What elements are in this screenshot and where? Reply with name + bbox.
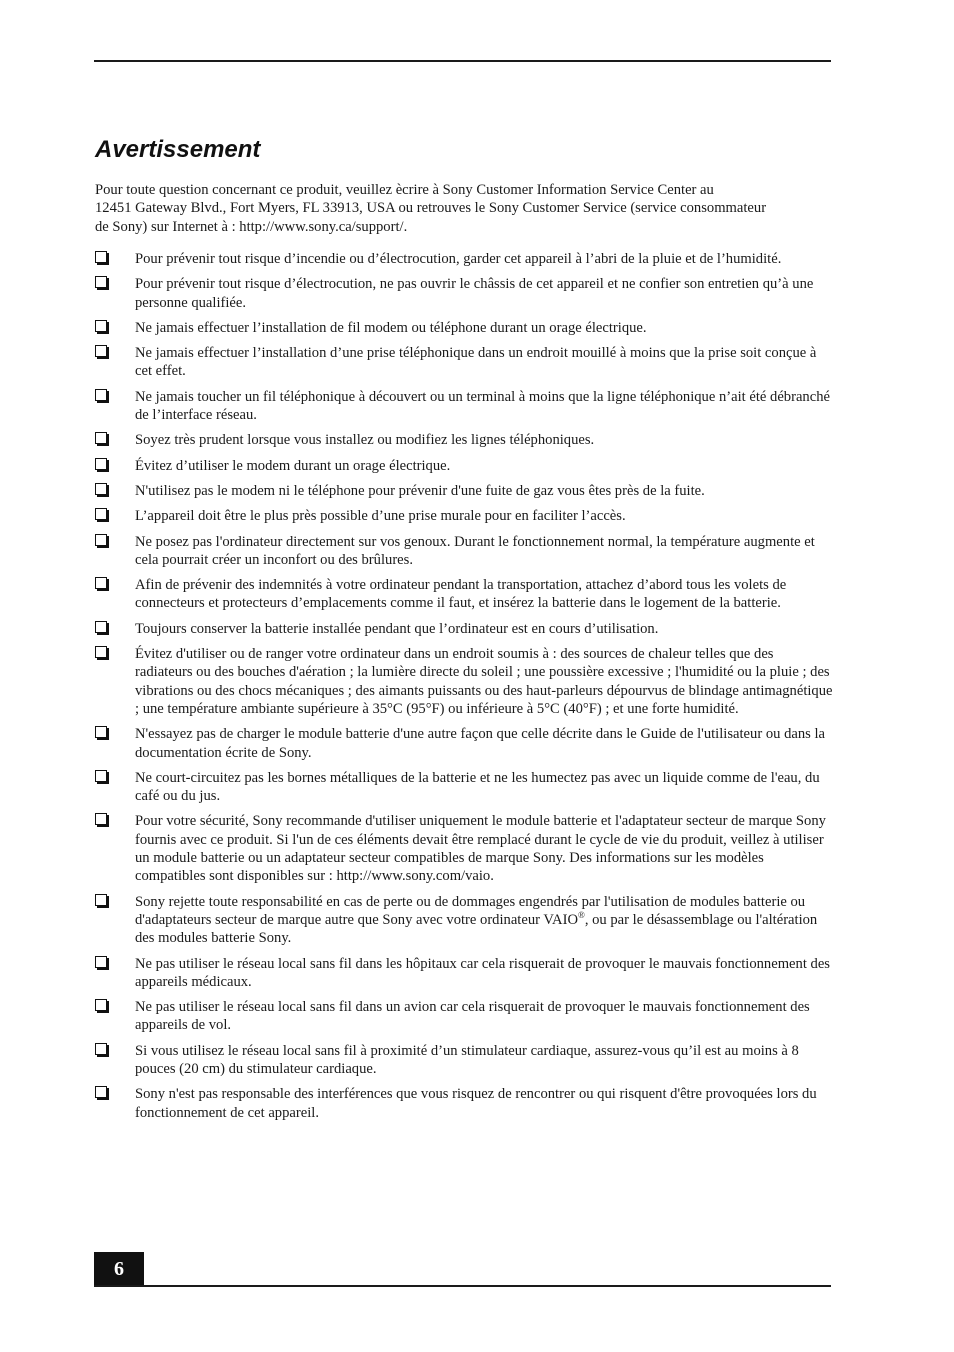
page-number: 6: [94, 1252, 144, 1286]
list-item-text: Ne pas utiliser le réseau local sans fil dans les hôpitaux car cela risquerait de provoquer le mauvais fonctionnement des appareils médicaux.: [135, 955, 830, 990]
list-item: [94, 533, 834, 570]
checkbox-bullet-icon: [95, 770, 107, 782]
checkbox-bullet-icon: [95, 1086, 107, 1098]
list-item: [94, 388, 834, 425]
list-item: [94, 319, 834, 337]
checkbox-bullet-icon: [95, 894, 107, 906]
list-item-text: Pour prévenir tout risque d’électrocution, ne pas ouvrir le châssis de cet appareil et ne confier son entretien qu’à une personne qualifiée.: [135, 276, 814, 311]
checkbox-bullet-icon: [95, 621, 107, 633]
checkbox-bullet-icon: [95, 508, 107, 520]
checkbox-bullet-icon: [95, 483, 107, 495]
footer-rule: [94, 1285, 831, 1287]
list-item-text: Ne court-circuitez pas les bornes métalliques de la batterie et ne les humectez pas avec un liquide comme de l'eau, du café ou du jus.: [135, 769, 820, 805]
list-item: [94, 620, 834, 638]
intro-line: Pour toute question concernant ce produit, veuillez ècrire à Sony Customer Information Service Center au: [95, 182, 714, 198]
list-item-text: Afin de prévenir des indemnités à votre ordinateur pendant la transportation, attachez d’abord tous les volets de connecteurs et protecteurs d’emplacements comme il faut, et insérez la batterie dans le logement de la batterie.: [135, 577, 787, 612]
page-title: Avertissement: [95, 136, 261, 163]
vaio-text-before: Sony rejette toute responsabilité en cas de perte ou de dommages engendrés par l'utilisation de modules batterie ou d'adaptateurs secteur de marque autre que Sony avec votre ordinateur VAIO: [135, 893, 806, 928]
list-item-text: L’appareil doit être le plus près possible d’une prise murale pour en faciliter l’accès.: [135, 508, 626, 525]
list-item: [94, 482, 834, 500]
checkbox-bullet-icon: [95, 320, 107, 332]
list-item-text: Toujours conserver la batterie installée pendant que l’ordinateur est en cours d’utilisation.: [135, 620, 659, 637]
list-item: [94, 457, 834, 475]
checkbox-bullet-icon: [95, 251, 107, 263]
checkbox-bullet-icon: [95, 432, 107, 444]
checkbox-bullet-icon: [95, 389, 107, 401]
list-item-text: Ne jamais toucher un fil téléphonique à découvert ou un terminal à moins que la ligne téléphonique n’ait été débranché de l’interface réseau.: [135, 388, 830, 424]
list-item-text: [135, 893, 834, 948]
list-item-text: Ne jamais effectuer l’installation de fil modem ou téléphone durant un orage électrique.: [135, 319, 647, 336]
list-item-text: Soyez très prudent lorsque vous installez ou modifiez les lignes téléphoniques.: [135, 432, 595, 449]
checkbox-bullet-icon: [95, 345, 107, 357]
list-item-text: Ne jamais effectuer l’installation d’une prise téléphonique dans un endroit mouillé à moins que la prise soit conçue à cet effet.: [135, 345, 817, 380]
registered-mark: ®: [577, 910, 585, 921]
list-item-text: N'utilisez pas le modem ni le téléphone pour prévenir d'une fuite de gaz vous êtes près de la fuite.: [135, 482, 705, 499]
list-item: [94, 893, 834, 948]
list-item-text: Si vous utilisez le réseau local sans fil à proximité d’un stimulateur cardiaque, assurez-vous qu’il est au moins à 8 pouces (20 cm) du stimulateur cardiaque.: [135, 1042, 799, 1077]
list-item: [94, 812, 834, 885]
list-item: [94, 1042, 834, 1079]
list-item: [94, 1085, 834, 1122]
list-item-text: Pour votre sécurité, Sony recommande d'utiliser uniquement le module batterie et l'adaptateur secteur de marque Sony fournis avec ce produit. Si l'un de ces éléments devait être remplacé durant le cycle de vie du produit, veillez à utiliser un module batterie ou un adaptateur secteur compatibles de marque Sony. Des informations sur les modèles compatibles sont disponibles sur : http://www.sony.com/vaio.: [135, 813, 826, 885]
list-item: [94, 250, 834, 268]
list-item: [94, 344, 834, 381]
checkbox-bullet-icon: [95, 999, 107, 1011]
list-item-text: N'essayez pas de charger le module batterie d'une autre façon que celle décrite dans le Guide de l'utilisateur ou dans la documentation écrite de Sony.: [135, 726, 825, 761]
intro-line: 12451 Gateway Blvd., Fort Myers, FL 33913, USA ou retrouves le Sony Customer Service (service consommateur: [95, 200, 767, 217]
list-item: [94, 576, 834, 613]
list-item-text: Évitez d'utiliser ou de ranger votre ordinateur dans un endroit soumis à : des sources de chaleur telles que des radiateurs ou des bouches d'aération ; la lumière directe du soleil ; une poussière excessive ; l'humidité ou la pluie ; des vibrations ou des chocs mécaniques ; des aimants puissants ou des haut-parleurs dépourvus de blindage antimagnétique ; une température ambiante supérieure à 35°C (95°F) ou inférieure à 5°C (40°F) ; et une forte humidité.: [135, 646, 833, 717]
header-rule: [94, 60, 831, 62]
list-item: [94, 955, 834, 992]
list-item-text: Évitez d’utiliser le modem durant un orage électrique.: [135, 457, 451, 474]
list-item: [94, 725, 834, 762]
intro-line: de Sony) sur Internet à : http://www.sony.ca/support/.: [95, 218, 408, 235]
vaio-text-after: , ou par le désassemblage ou l'altération des modules batterie Sony.: [135, 911, 818, 947]
checkbox-bullet-icon: [95, 458, 107, 470]
checkbox-bullet-icon: [95, 276, 107, 288]
list-item: [94, 275, 834, 312]
checkbox-bullet-icon: [95, 1043, 107, 1055]
checkbox-bullet-icon: [95, 646, 107, 658]
list-item: [94, 769, 834, 806]
checkbox-bullet-icon: [95, 534, 107, 546]
warning-list: [94, 250, 834, 1129]
list-item: [94, 645, 834, 718]
list-item-text: Ne pas utiliser le réseau local sans fil dans un avion car cela risquerait de provoquer le mauvais fonctionnement des appareils de vol.: [135, 999, 810, 1034]
checkbox-bullet-icon: [95, 813, 107, 825]
list-item: [94, 507, 834, 525]
list-item-text: Sony n'est pas responsable des interférences que vous risquez de rencontrer ou qui risquent d'être provoquées lors du fonctionnement de cet appareil.: [135, 1086, 817, 1121]
list-item-text: Pour prévenir tout risque d’incendie ou d’électrocution, garder cet appareil à l’abri de la pluie et de l’humidité.: [135, 251, 782, 267]
intro-paragraph: [95, 181, 835, 236]
checkbox-bullet-icon: [95, 577, 107, 589]
list-item: [94, 998, 834, 1035]
list-item: [94, 431, 834, 449]
checkbox-bullet-icon: [95, 956, 107, 968]
list-item-text: Ne posez pas l'ordinateur directement sur vos genoux. Durant le fonctionnement normal, la température augmente et cela pourrait créer un inconfort ou des brûlures.: [135, 533, 815, 568]
checkbox-bullet-icon: [95, 726, 107, 738]
